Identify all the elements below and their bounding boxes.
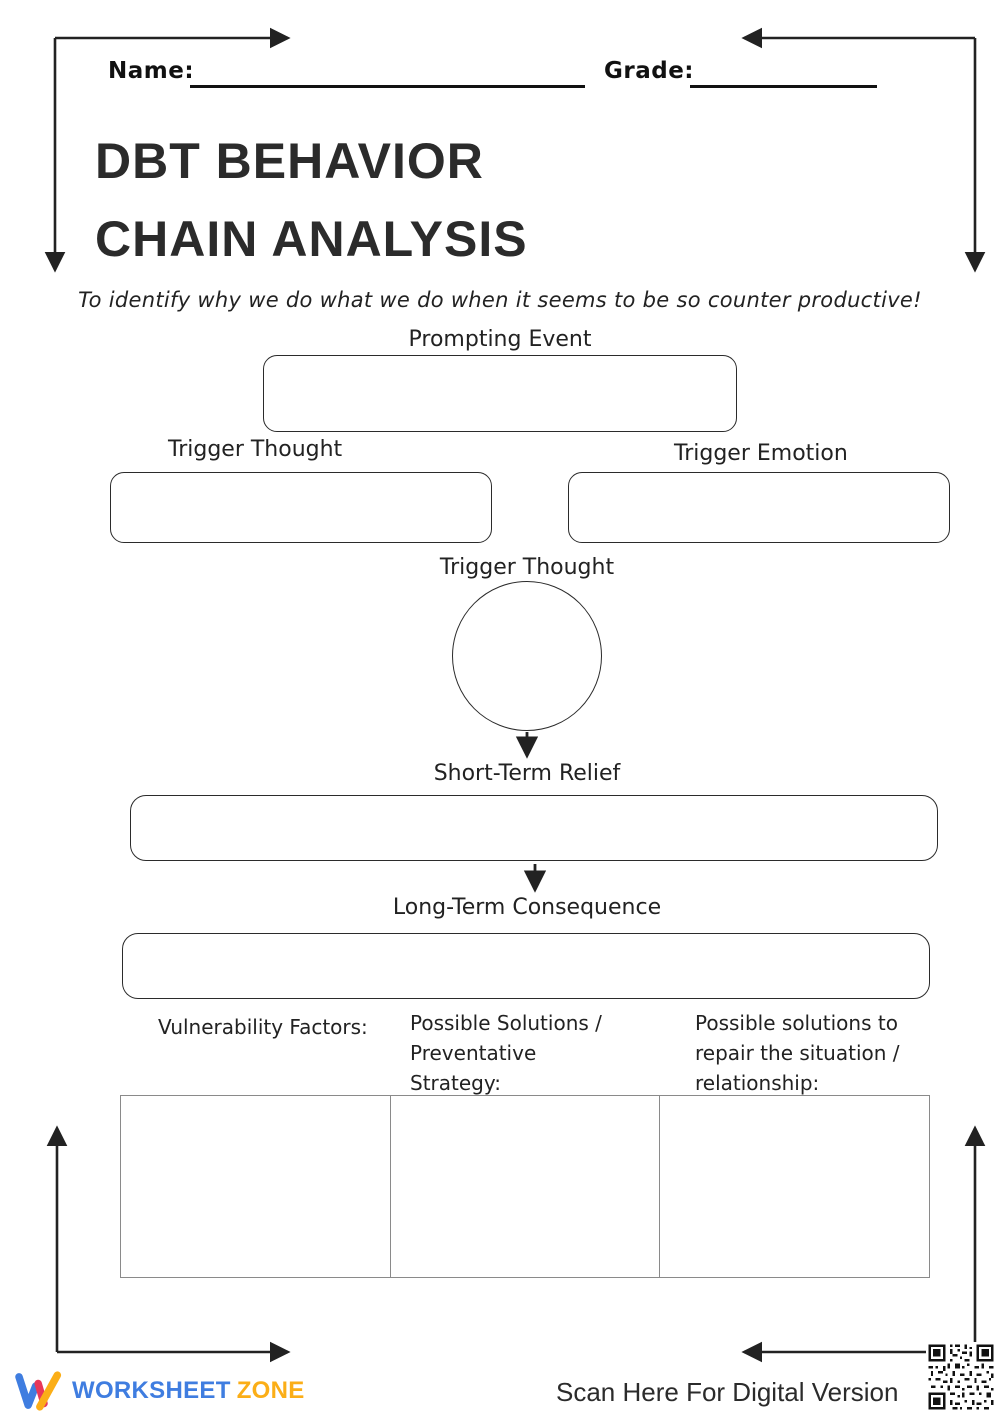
trigger-thought-box[interactable] — [110, 472, 492, 543]
vulnerability-factors-header: Vulnerability Factors: — [158, 1015, 368, 1039]
page-title-line1: DBT BEHAVIOR — [95, 133, 484, 189]
grade-label: Grade: — [604, 58, 695, 84]
name-label: Name: — [108, 58, 195, 84]
name-input-line[interactable] — [190, 85, 585, 88]
logo-text-worksheet: WORKSHEET — [72, 1377, 231, 1404]
trigger-emotion-label: Trigger Emotion — [674, 441, 848, 466]
scan-here-text: Scan Here For Digital Version — [556, 1377, 899, 1407]
possible-solutions-header: Possible Solutions / Preventative Strategy: — [410, 1011, 602, 1095]
vulnerability-factors-cell[interactable] — [121, 1096, 390, 1277]
page-title — [95, 122, 528, 278]
trigger-thought-circle[interactable] — [452, 581, 602, 731]
short-term-relief-box[interactable] — [130, 795, 938, 861]
trigger-emotion-box[interactable] — [568, 472, 950, 543]
trigger-thought-label: Trigger Thought — [168, 437, 343, 462]
possible-solutions-cell[interactable] — [390, 1096, 660, 1277]
worksheetzone-logo — [14, 1368, 305, 1414]
corner-arrow-top-right — [744, 38, 975, 270]
worksheetzone-w-icon — [14, 1368, 64, 1414]
repair-solutions-header: Possible solutions to repair the situation / relationship: — [695, 1011, 900, 1095]
trigger-thought-circle-label: Trigger Thought — [439, 555, 615, 580]
repair-solutions-cell[interactable] — [659, 1096, 929, 1277]
long-term-consequence-label: Long-Term Consequence — [392, 895, 662, 920]
logo-text-zone: ZONE — [236, 1377, 305, 1404]
short-term-relief-label: Short-Term Relief — [433, 761, 621, 786]
prompting-event-box[interactable] — [263, 355, 737, 432]
long-term-consequence-box[interactable] — [122, 933, 930, 999]
qr-code-icon — [926, 1342, 996, 1414]
bottom-table — [120, 1095, 930, 1278]
prompting-event-label: Prompting Event — [408, 327, 592, 352]
grade-input-line[interactable] — [690, 85, 877, 88]
page-title-line2: CHAIN ANALYSIS — [95, 211, 528, 267]
page-subtitle: To identify why we do what we do when it seems to be so counter productive! — [78, 288, 922, 312]
